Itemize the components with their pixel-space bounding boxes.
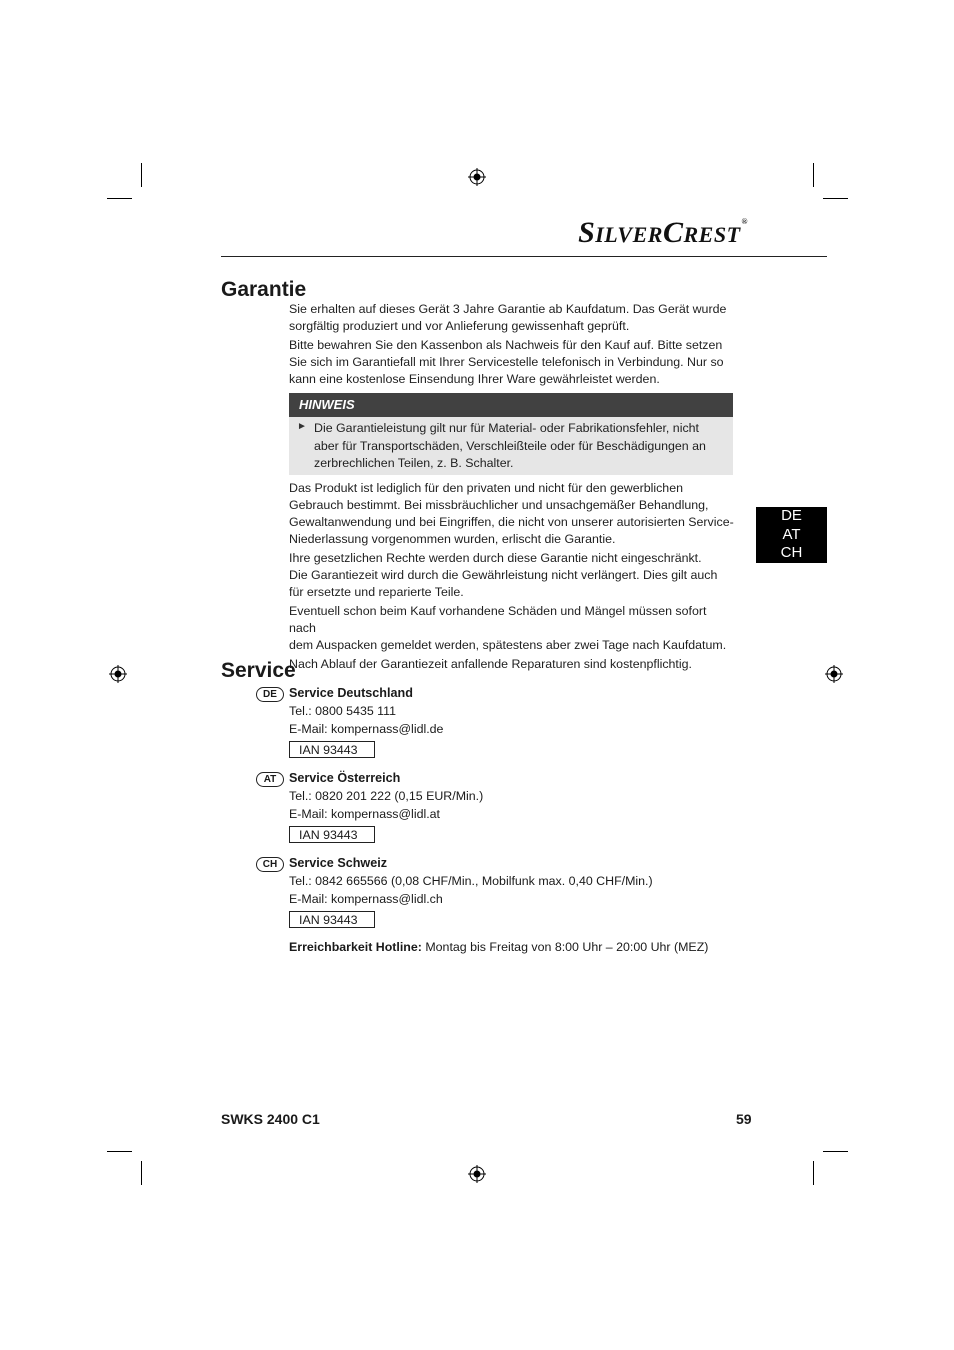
ian-box-de: IAN 93443 bbox=[289, 741, 375, 758]
ian-box-at: IAN 93443 bbox=[289, 826, 375, 843]
service-title-ch: Service Schweiz bbox=[289, 856, 388, 870]
registration-mark-icon bbox=[825, 665, 843, 683]
crop-mark bbox=[823, 198, 848, 199]
hinweis-title: HINWEIS bbox=[289, 393, 733, 417]
footer-model: SWKS 2400 C1 bbox=[221, 1111, 320, 1127]
country-badge-de: DE bbox=[256, 687, 284, 702]
crop-mark bbox=[813, 163, 814, 187]
crop-mark bbox=[813, 1161, 814, 1185]
hotline-availability: Erreichbarkeit Hotline: Montag bis Freitag von 8:00 Uhr – 20:00 Uhr (MEZ) bbox=[289, 940, 709, 954]
bullet-arrow-icon: ► bbox=[297, 421, 307, 432]
country-badge-ch: CH bbox=[256, 857, 284, 872]
garantie-body: Das Produkt ist lediglich für den privaten und nicht für den gewerblichen Gebrauch bestimmt. Bei missbräuchlicher und unsachgemäßer Behandlung, Gewaltanwendung und bei Eingriffen, die nicht von unserer autorisierten Service- Niederlassung vorgenommen wurden, erlischt die Garantie. Ihre gesetzlichen Rechte werden durch diese Garantie nicht eingeschränkt. Die Garantiezeit wird durch die Gewährleistung nicht verlängert. Dies gilt auch für ersetzte und reparierte Teile. Eventuell schon beim Kauf vorhandene Schäden und Mängel müssen sofort nach dem Auspacken gemeldet werden, spätestens aber zwei Tage nach Kaufdatum. Nach Ablauf der Garantiezeit anfallende Reparaturen sind kostenpflichtig. bbox=[289, 481, 734, 671]
crop-mark bbox=[107, 198, 132, 199]
crop-mark bbox=[141, 163, 142, 187]
language-tab: DE AT CH bbox=[756, 507, 827, 563]
crop-mark bbox=[823, 1151, 848, 1152]
section-heading-service: Service bbox=[221, 659, 296, 682]
section-heading-garantie: Garantie bbox=[221, 278, 307, 301]
registration-mark-icon bbox=[468, 1165, 486, 1183]
service-mail-de: E-Mail: kompernass@lidl.de bbox=[289, 722, 444, 736]
crop-mark bbox=[107, 1151, 132, 1152]
service-tel-ch: Tel.: 0842 665566 (0,08 CHF/Min., Mobilfunk max. 0,40 CHF/Min.) bbox=[289, 874, 653, 888]
page-number: 59 bbox=[736, 1111, 752, 1127]
service-tel-de: Tel.: 0800 5435 111 bbox=[289, 704, 397, 718]
country-badge-at: AT bbox=[256, 772, 284, 787]
hinweis-text: Die Garantieleistung gilt nur für Material- oder Fabrikationsfehler, nicht aber für Transportschäden, Verschleißteile oder für Beschädigungen an zerbrechlichen Teilen, z. B. Schalter. bbox=[314, 421, 706, 470]
ian-box-ch: IAN 93443 bbox=[289, 911, 375, 928]
header-rule bbox=[221, 256, 827, 257]
brand-logo: SILVERCREST® bbox=[578, 216, 748, 249]
service-title-de: Service Deutschland bbox=[289, 686, 413, 700]
registration-mark-icon bbox=[468, 168, 486, 186]
hinweis-note bbox=[289, 393, 733, 475]
service-mail-at: E-Mail: kompernass@lidl.at bbox=[289, 807, 440, 821]
registration-mark-icon bbox=[109, 665, 127, 683]
garantie-intro: Sie erhalten auf dieses Gerät 3 Jahre Garantie ab Kaufdatum. Das Gerät wurde sorgfältig produziert und vor Anlieferung gewissenhaft geprüft. Bitte bewahren Sie den Kassenbon als Nachweis für den Kauf auf. Bitte setzen Sie sich im Garantiefall mit Ihrer Servicestelle telefonisch in Verbindung. Nur so kann eine kostenlose Einsendung Ihrer Ware gewährleistet werden. bbox=[289, 302, 727, 386]
service-title-at: Service Österreich bbox=[289, 771, 401, 785]
service-tel-at: Tel.: 0820 201 222 (0,15 EUR/Min.) bbox=[289, 789, 484, 803]
service-mail-ch: E-Mail: kompernass@lidl.ch bbox=[289, 892, 443, 906]
crop-mark bbox=[141, 1161, 142, 1185]
